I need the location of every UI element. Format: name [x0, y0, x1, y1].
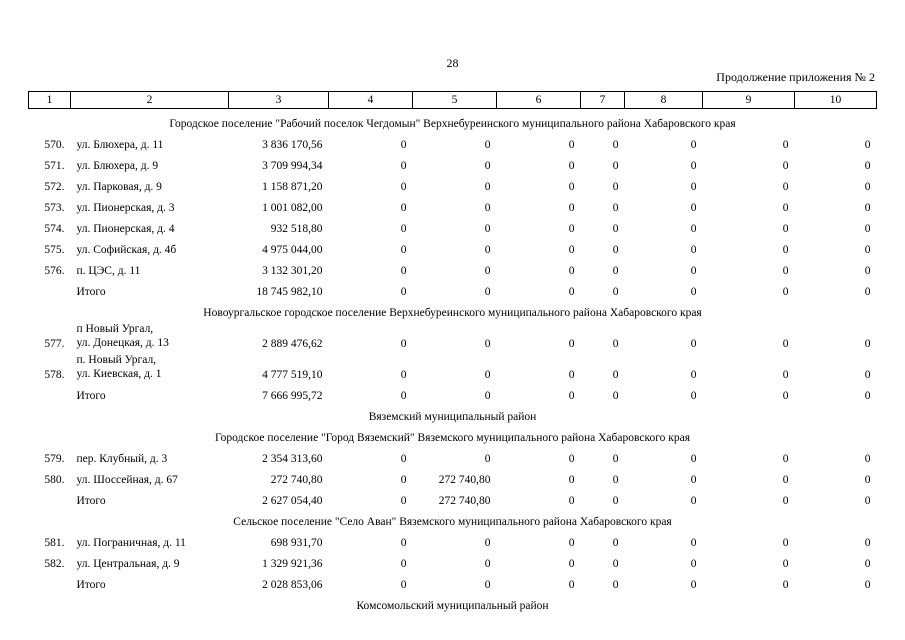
value-cell: 2 627 054,40 [262, 495, 323, 507]
value-cell: 0 [690, 286, 697, 298]
row-number: 574. [44, 223, 65, 235]
value-cell: 0 [484, 338, 491, 350]
value-cell: 0 [690, 202, 697, 214]
value-cell: 0 [400, 139, 407, 151]
table-row [29, 172, 877, 193]
row-number: 571. [44, 160, 65, 172]
value-cell: 0 [400, 202, 407, 214]
total-row [29, 381, 877, 402]
address-cell: ул. Софийская, д. 4б [76, 244, 177, 256]
value-cell: 0 [782, 338, 789, 350]
value-cell: 0 [484, 139, 491, 151]
row-number [29, 570, 71, 591]
value-cell: 0 [782, 474, 789, 486]
value-cell: 0 [484, 558, 491, 570]
value-cell: 0 [690, 139, 697, 151]
row-number: 580. [44, 474, 65, 486]
value-cell: 0 [864, 286, 871, 298]
col-header: 6 [497, 92, 581, 109]
value-cell: 0 [782, 265, 789, 277]
value-cell: 2 028 853,06 [262, 579, 323, 591]
address-cell [71, 319, 229, 350]
address-line-1: п Новый Ургал, [76, 323, 154, 335]
row-number [29, 486, 71, 507]
address-cell: Итого [76, 286, 106, 298]
section-title: Новоургальское городское поселение Верхнебуреинского муниципального района Хабаровского края [203, 307, 702, 319]
value-cell: 932 518,80 [270, 223, 323, 235]
value-cell: 1 158 871,20 [262, 181, 323, 193]
value-cell: 0 [568, 244, 575, 256]
value-cell: 0 [782, 537, 789, 549]
value-cell: 0 [484, 265, 491, 277]
value-cell: 0 [864, 390, 871, 402]
value-cell: 0 [568, 265, 575, 277]
value-cell: 0 [484, 223, 491, 235]
value-cell: 0 [400, 265, 407, 277]
value-cell: 0 [864, 244, 871, 256]
address-cell: Итого [76, 579, 106, 591]
address-cell: ул. Шоссейная, д. 67 [76, 474, 178, 486]
value-cell: 0 [782, 202, 789, 214]
section-header-row [29, 423, 877, 444]
value-cell: 0 [690, 579, 697, 591]
value-cell: 0 [400, 558, 407, 570]
address-line-2: ул. Киевская, д. 1 [76, 368, 162, 380]
value-cell: 1 001 082,00 [262, 202, 323, 214]
value-cell: 0 [612, 390, 619, 402]
address-cell: ул. Парковая, д. 9 [76, 181, 162, 193]
value-cell: 0 [568, 495, 575, 507]
address-cell: п. ЦЭС, д. 11 [76, 265, 141, 277]
value-cell: 0 [864, 558, 871, 570]
value-cell: 0 [484, 286, 491, 298]
value-cell: 0 [782, 181, 789, 193]
value-cell: 0 [864, 223, 871, 235]
table-row [29, 465, 877, 486]
value-cell: 0 [864, 474, 871, 486]
col-header: 3 [229, 92, 329, 109]
value-cell: 18 745 982,10 [256, 286, 323, 298]
address-cell: Итого [76, 495, 106, 507]
row-number: 582. [44, 558, 65, 570]
value-cell: 0 [568, 202, 575, 214]
address-cell: ул. Пионерская, д. 4 [76, 223, 175, 235]
value-cell: 0 [690, 181, 697, 193]
value-cell: 0 [400, 390, 407, 402]
value-cell: 0 [568, 453, 575, 465]
value-cell: 0 [568, 558, 575, 570]
section-header-row [29, 298, 877, 319]
table-row [29, 130, 877, 151]
value-cell: 3 132 301,20 [262, 265, 323, 277]
value-cell: 0 [612, 537, 619, 549]
value-cell: 0 [782, 390, 789, 402]
value-cell: 4 777 519,10 [262, 369, 323, 381]
appendix-label: Продолжение приложения № 2 [716, 70, 875, 84]
col-header: 9 [703, 92, 795, 109]
section-header-row [29, 507, 877, 528]
value-cell: 0 [690, 244, 697, 256]
value-cell: 0 [612, 558, 619, 570]
value-cell: 0 [690, 338, 697, 350]
value-cell: 0 [864, 537, 871, 549]
value-cell: 0 [864, 181, 871, 193]
col-header: 2 [71, 92, 229, 109]
value-cell: 0 [612, 474, 619, 486]
value-cell: 1 329 921,36 [262, 558, 323, 570]
value-cell: 0 [782, 558, 789, 570]
value-cell: 0 [690, 160, 697, 172]
value-cell: 0 [568, 181, 575, 193]
address-cell: ул. Блюхера, д. 11 [76, 139, 164, 151]
total-row [29, 277, 877, 298]
col-header: 1 [29, 92, 71, 109]
value-cell: 2 354 313,60 [262, 453, 323, 465]
table-row [29, 528, 877, 549]
table-row [29, 549, 877, 570]
value-cell: 0 [612, 338, 619, 350]
value-cell: 0 [782, 495, 789, 507]
value-cell: 3 836 170,56 [262, 139, 323, 151]
value-cell: 0 [400, 286, 407, 298]
address-cell: ул. Центральная, д. 9 [76, 558, 180, 570]
row-number [29, 277, 71, 298]
value-cell: 0 [484, 537, 491, 549]
address-line-2: ул. Донецкая, д. 13 [76, 337, 169, 349]
value-cell: 272 740,80 [438, 474, 491, 486]
value-cell: 7 666 995,72 [262, 390, 323, 402]
value-cell: 0 [690, 537, 697, 549]
value-cell: 0 [864, 579, 871, 591]
value-cell: 0 [484, 453, 491, 465]
row-number [29, 381, 71, 402]
address-line-1: п. Новый Ургал, [76, 354, 157, 366]
value-cell: 2 889 476,62 [262, 338, 323, 350]
table-row [29, 350, 877, 381]
table-row [29, 151, 877, 172]
row-number: 578. [44, 369, 65, 381]
value-cell: 0 [400, 495, 407, 507]
value-cell: 0 [864, 265, 871, 277]
value-cell: 0 [400, 181, 407, 193]
value-cell: 0 [568, 369, 575, 381]
col-header: 10 [795, 92, 877, 109]
value-cell: 0 [400, 537, 407, 549]
value-cell: 0 [612, 160, 619, 172]
value-cell: 0 [782, 369, 789, 381]
value-cell: 0 [612, 223, 619, 235]
value-cell: 0 [400, 474, 407, 486]
value-cell: 0 [400, 223, 407, 235]
row-number: 581. [44, 537, 65, 549]
col-header: 4 [329, 92, 413, 109]
value-cell: 0 [568, 139, 575, 151]
table-row [29, 444, 877, 465]
value-cell: 0 [484, 390, 491, 402]
value-cell: 0 [568, 474, 575, 486]
address-cell: пер. Клубный, д. 3 [76, 453, 168, 465]
row-number: 572. [44, 181, 65, 193]
value-cell: 0 [690, 453, 697, 465]
row-number: 573. [44, 202, 65, 214]
value-cell: 0 [690, 223, 697, 235]
value-cell: 0 [568, 579, 575, 591]
value-cell: 0 [612, 495, 619, 507]
address-cell [71, 350, 229, 381]
row-number: 575. [44, 244, 65, 256]
data-table [28, 91, 877, 612]
value-cell: 0 [690, 474, 697, 486]
page-number: 28 [446, 56, 459, 70]
row-number: 576. [44, 265, 65, 277]
value-cell: 0 [782, 223, 789, 235]
value-cell: 0 [612, 369, 619, 381]
value-cell: 0 [568, 286, 575, 298]
value-cell: 0 [400, 579, 407, 591]
value-cell: 0 [612, 579, 619, 591]
value-cell: 0 [690, 495, 697, 507]
section-title: Городское поселение "Рабочий поселок Чегдомын" Верхнебуреинского муниципального района Хабаровского края [169, 118, 736, 130]
value-cell: 0 [782, 139, 789, 151]
col-header: 7 [581, 92, 625, 109]
section-title: Городское поселение "Город Вяземский" Вяземского муниципального района Хабаровского края [215, 432, 690, 444]
value-cell: 0 [612, 453, 619, 465]
row-number: 577. [44, 338, 65, 350]
table-row [29, 256, 877, 277]
value-cell: 0 [484, 579, 491, 591]
value-cell: 0 [690, 390, 697, 402]
address-cell: ул. Пионерская, д. 3 [76, 202, 175, 214]
column-header-row [29, 92, 877, 109]
table-row [29, 193, 877, 214]
value-cell: 0 [568, 537, 575, 549]
section-header-row [29, 591, 877, 612]
value-cell: 0 [864, 202, 871, 214]
value-cell: 0 [782, 453, 789, 465]
value-cell: 3 709 994,34 [262, 160, 323, 172]
section-title: Сельское поселение "Село Аван" Вяземского муниципального района Хабаровского края [233, 516, 672, 528]
value-cell: 0 [568, 338, 575, 350]
value-cell: 0 [400, 338, 407, 350]
value-cell: 0 [612, 265, 619, 277]
section-title: Вяземский муниципальный район [368, 411, 537, 423]
value-cell: 0 [568, 390, 575, 402]
value-cell: 0 [484, 160, 491, 172]
value-cell: 272 740,80 [270, 474, 323, 486]
col-header: 5 [413, 92, 497, 109]
value-cell: 0 [612, 286, 619, 298]
address-cell: ул. Блюхера, д. 9 [76, 160, 159, 172]
value-cell: 0 [568, 160, 575, 172]
value-cell: 0 [400, 160, 407, 172]
section-header-row [29, 109, 877, 131]
value-cell: 0 [484, 202, 491, 214]
row-number: 570. [44, 139, 65, 151]
value-cell: 0 [782, 286, 789, 298]
value-cell: 698 931,70 [270, 537, 323, 549]
value-cell: 0 [690, 265, 697, 277]
value-cell: 0 [864, 139, 871, 151]
value-cell: 0 [782, 244, 789, 256]
address-cell: ул. Пограничная, д. 11 [76, 537, 186, 549]
value-cell: 0 [612, 181, 619, 193]
section-header-row [29, 402, 877, 423]
value-cell: 272 740,80 [438, 495, 491, 507]
value-cell: 0 [864, 495, 871, 507]
value-cell: 0 [484, 244, 491, 256]
value-cell: 4 975 044,00 [262, 244, 323, 256]
value-cell: 0 [612, 202, 619, 214]
value-cell: 0 [864, 453, 871, 465]
value-cell: 0 [612, 244, 619, 256]
value-cell: 0 [400, 369, 407, 381]
section-title: Комсомольский муниципальный район [356, 600, 549, 612]
value-cell: 0 [484, 369, 491, 381]
value-cell: 0 [690, 558, 697, 570]
value-cell: 0 [612, 139, 619, 151]
value-cell: 0 [864, 338, 871, 350]
total-row [29, 486, 877, 507]
value-cell: 0 [864, 369, 871, 381]
value-cell: 0 [864, 160, 871, 172]
row-number: 579. [44, 453, 65, 465]
col-header: 8 [625, 92, 703, 109]
value-cell: 0 [690, 369, 697, 381]
value-cell: 0 [568, 223, 575, 235]
value-cell: 0 [400, 453, 407, 465]
table-row [29, 214, 877, 235]
table-row [29, 319, 877, 350]
value-cell: 0 [782, 160, 789, 172]
value-cell: 0 [484, 181, 491, 193]
value-cell: 0 [782, 579, 789, 591]
table-row [29, 235, 877, 256]
address-cell: Итого [76, 390, 106, 402]
value-cell: 0 [400, 244, 407, 256]
total-row [29, 570, 877, 591]
